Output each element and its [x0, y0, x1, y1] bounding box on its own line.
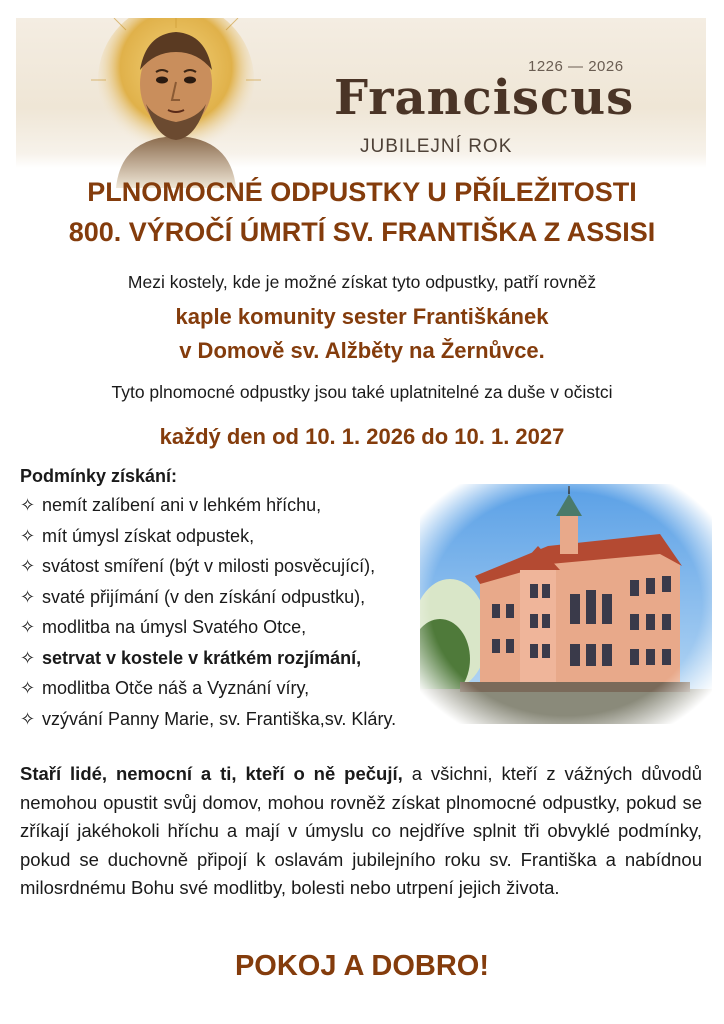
st-francis-icon: [86, 18, 266, 188]
condition-item: ✧ nemít zalíbení ani v lehkém hříchu,: [20, 490, 396, 521]
building-photo: [420, 484, 712, 724]
condition-item: ✧ vzývání Panny Marie, sv. Františka,sv. Kláry.: [20, 704, 396, 735]
condition-item: ✧ svátost smíření (být v milosti posvěcující),: [20, 551, 396, 582]
sparkle-icon: ✧: [20, 617, 36, 637]
body-rest: a všichni, kteří z vážných důvodů nemohou opustit svůj domov, mohou rovněž získat plnomocné odpustky, pokud se zříkají jakéhokoli hříchu a mají v úmyslu co nejdříve splnit tři obvyklé podmínky, pokud se duchovně připojí k oslavám jubilejního roku sv. Františka a nabídnou milosrdnému Bohu své modlitby, bolesti nebo utrpení jejich života.: [20, 763, 703, 898]
intro-text: Mezi kostely, kde je možné získat tyto odpustky, patří rovněž: [127, 272, 597, 292]
condition-item: ✧ mít úmysl získat odpustek,: [20, 521, 396, 552]
sparkle-icon: ✧: [20, 525, 36, 546]
jubilee-years: 1226 — 2026: [528, 58, 624, 75]
place-line-1: kaple komunity sester Františkánek: [175, 304, 549, 329]
body-bold-lead: Staří lidé, nemocní a ti, kteří o ně pečují,: [20, 763, 403, 784]
souls-text: Tyto plnomocné odpustky jsou také uplatnitelné za duše v očistci: [111, 382, 613, 402]
conditions-title: Podmínky získání:: [20, 466, 178, 486]
condition-item: ✧ setrvat v kostele v krátkém rozjímání,: [20, 643, 396, 674]
sparkle-icon: ✧: [20, 678, 36, 698]
condition-item: ✧ modlitba na úmysl Svatého Otce,: [20, 612, 396, 643]
closing-greeting: POKOJ A DOBRO!: [234, 950, 490, 982]
sparkle-icon: ✧: [20, 556, 36, 576]
condition-item: ✧ svaté přijímání (v den získání odpustku),: [20, 582, 396, 613]
headline-line-1: PLNOMOCNÉ ODPUSTKY U PŘÍLEŽITOSTI: [87, 177, 637, 207]
sparkle-icon: ✧: [20, 708, 36, 729]
validity-dates: každý den od 10. 1. 2026 do 10. 1. 2027: [159, 424, 565, 449]
sparkle-icon: ✧: [20, 495, 36, 515]
place-line-2: v Domově sv. Alžběty na Žernůvce.: [179, 338, 545, 363]
franciscus-logo-text: Franciscus: [334, 70, 635, 126]
sparkle-icon: ✧: [20, 647, 36, 668]
body-paragraph: [20, 760, 702, 903]
headline-line-2: 800. VÝROČÍ ÚMRTÍ SV. FRANTIŠKA Z ASSISI: [68, 217, 656, 247]
jubilee-subtitle: JUBILEJNÍ ROK: [360, 136, 513, 157]
sparkle-icon: ✧: [20, 586, 36, 607]
conditions-list: [20, 490, 396, 734]
jubilee-banner: [16, 18, 706, 168]
condition-item: ✧ modlitba Otče náš a Vyznání víry,: [20, 673, 396, 704]
